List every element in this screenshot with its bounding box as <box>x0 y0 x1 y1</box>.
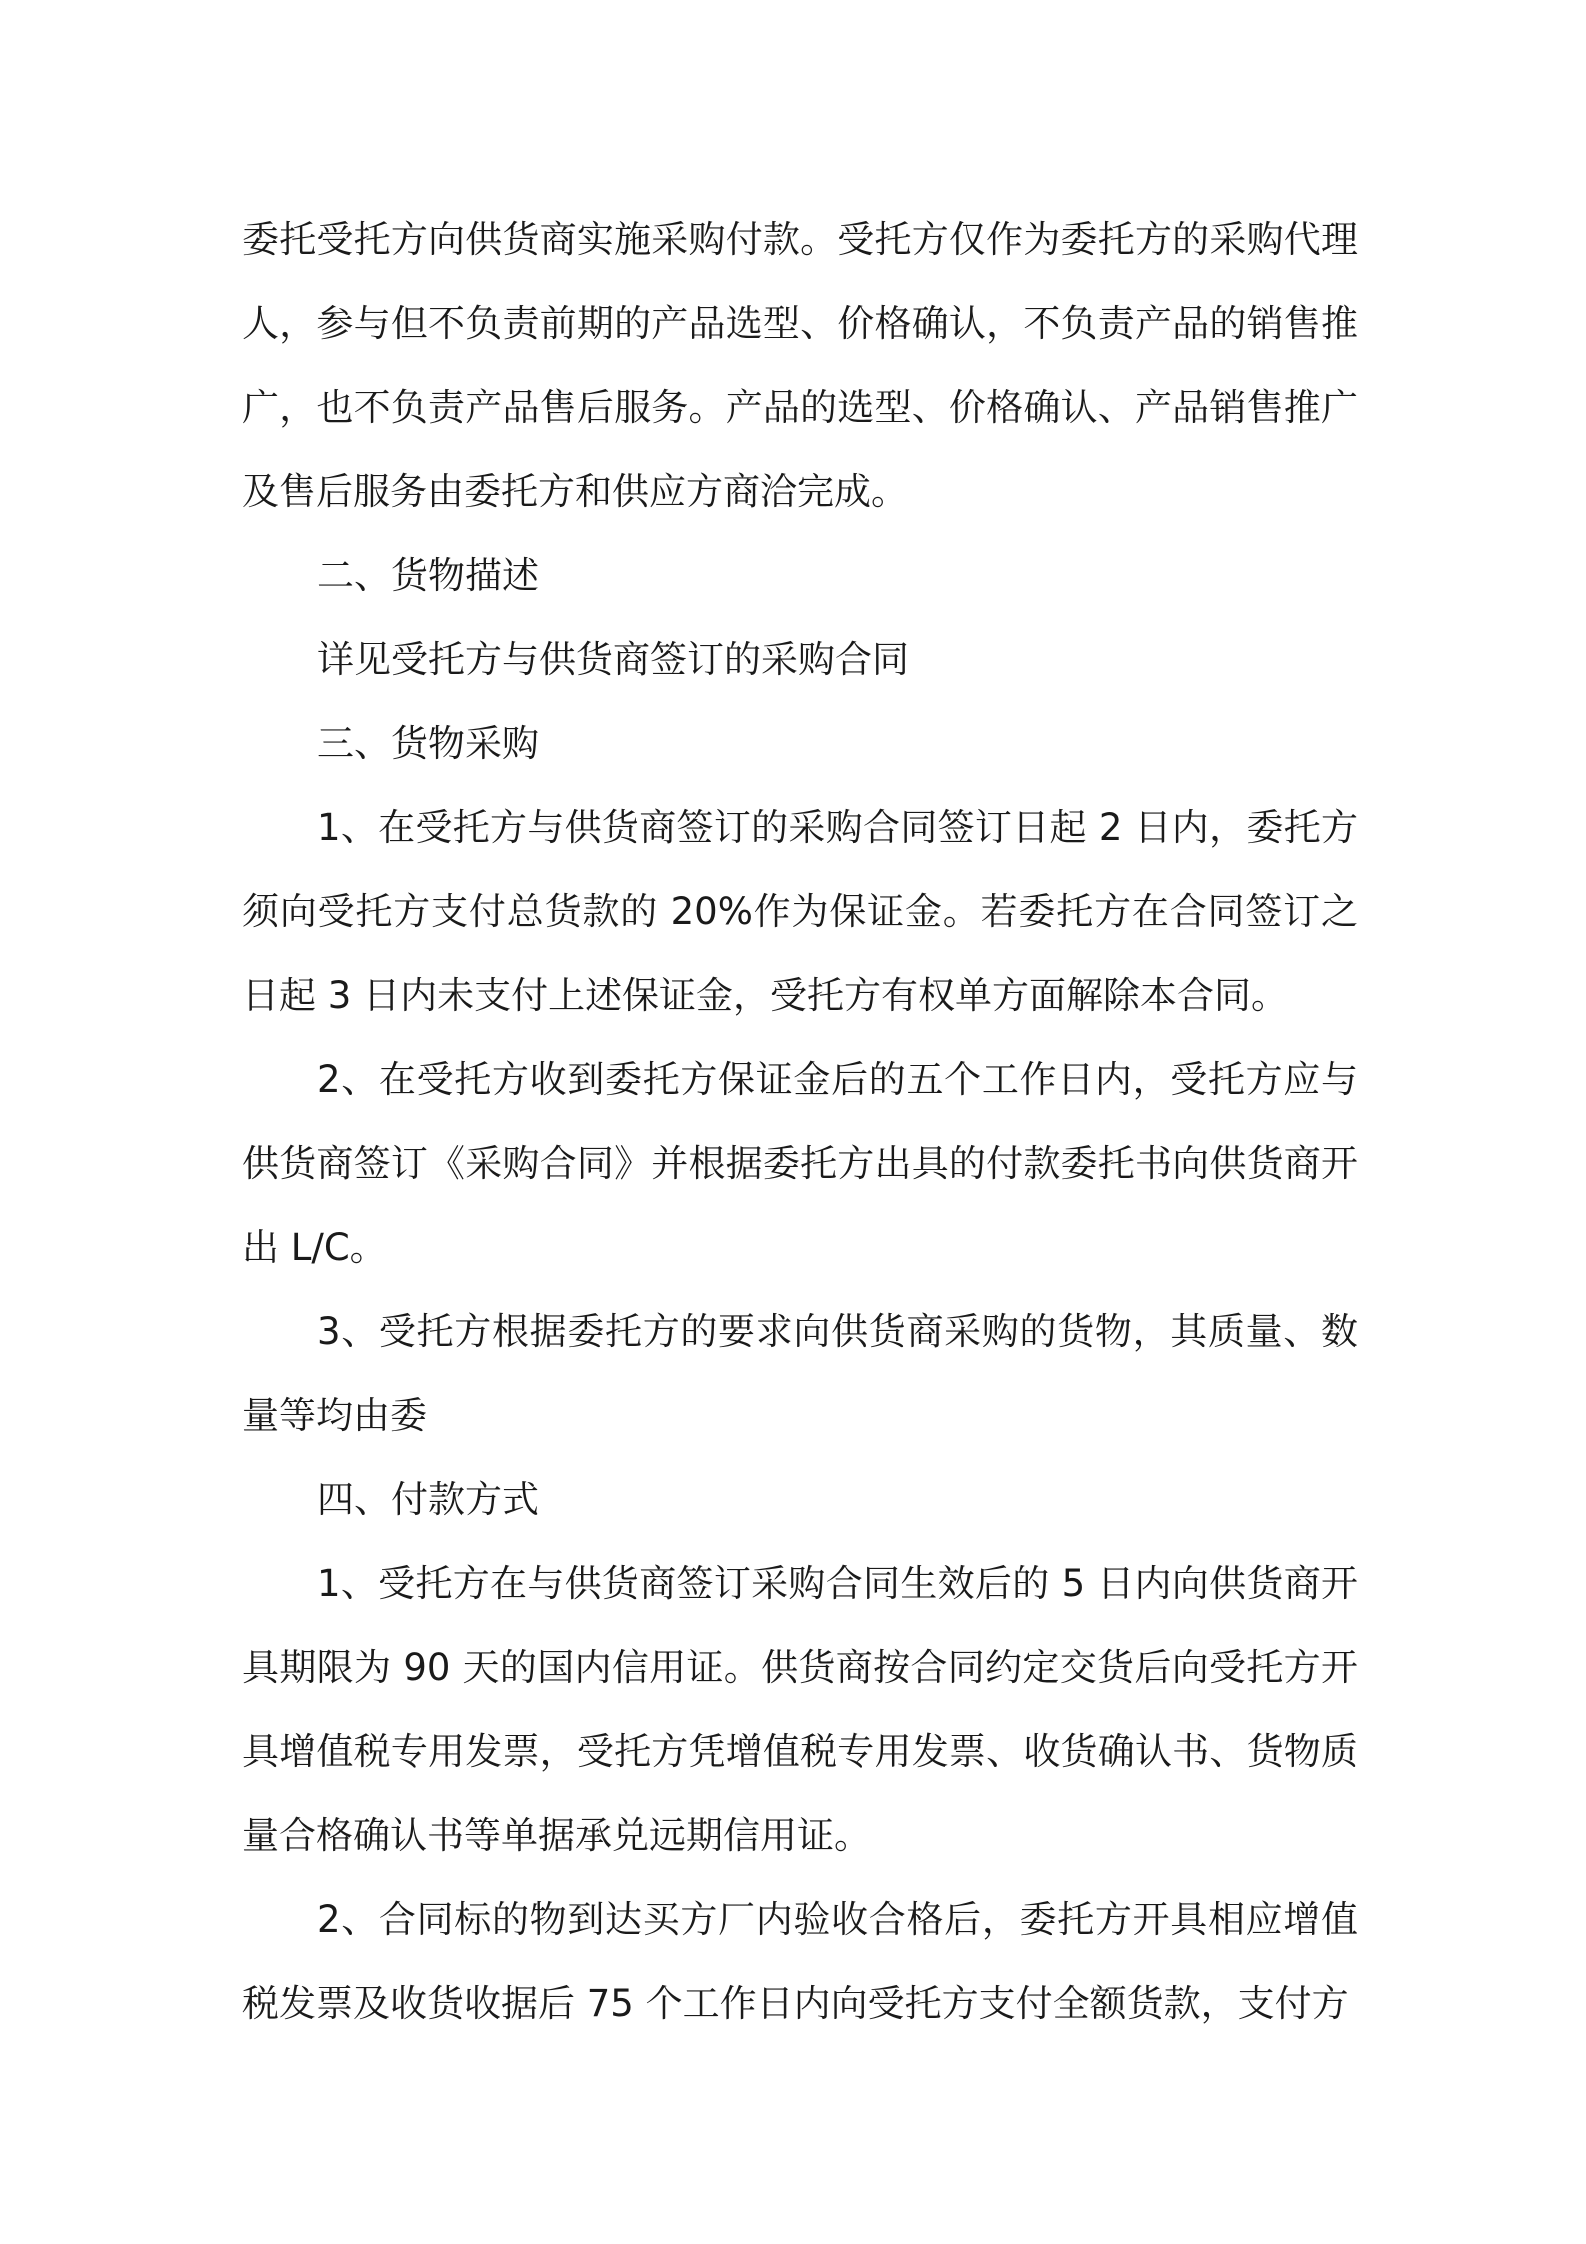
section-heading-payment-method: 四、付款方式 <box>317 1478 539 1521</box>
paragraph-payment-item-1: 1、受托方在与供货商签订采购合同生效后的 5 日内向供货商开具期限为 90 天的国内信用证。供货商按合同约定交货后向受托方开具增值税专用发票，受托方凭增值税专用发票、收货确认书、货物质量合格确认书等单据承兑远期信用证。 <box>242 1562 1358 1857</box>
paragraph-goods-description: 详见受托方与供货商签订的采购合同 <box>317 638 909 681</box>
paragraph-intro: 委托受托方向供货商实施采购付款。受托方仅作为委托方的采购代理人，参与但不负责前期的产品选型、价格确认，不负责产品的销售推广，也不负责产品售后服务。产品的选型、价格确认、产品销售推广及售后服务由委托方和供应方商洽完成。 <box>242 218 1358 513</box>
paragraph-payment-item-2: 2、合同标的物到达买方厂内验收合格后，委托方开具相应增值税发票及收货收据后 75 个工作日内向受托方支付全额货款，支付方 <box>242 1898 1358 2025</box>
paragraph-purchase-item-3: 3、受托方根据委托方的要求向供货商采购的货物，其质量、数量等均由委 <box>242 1310 1358 1437</box>
paragraph-purchase-item-2: 2、在受托方收到委托方保证金后的五个工作日内，受托方应与供货商签订《采购合同》并根据委托方出具的付款委托书向供货商开出 L/C。 <box>242 1058 1358 1269</box>
section-heading-goods-description: 二、货物描述 <box>317 554 539 597</box>
paragraph-purchase-item-1: 1、在受托方与供货商签订的采购合同签订日起 2 日内，委托方须向受托方支付总货款的 20%作为保证金。若委托方在合同签订之日起 3 日内未支付上述保证金，受托方有权单方面解除本合同。 <box>242 806 1358 1017</box>
section-heading-goods-purchase: 三、货物采购 <box>317 722 539 765</box>
document-body <box>242 198 1358 2046</box>
